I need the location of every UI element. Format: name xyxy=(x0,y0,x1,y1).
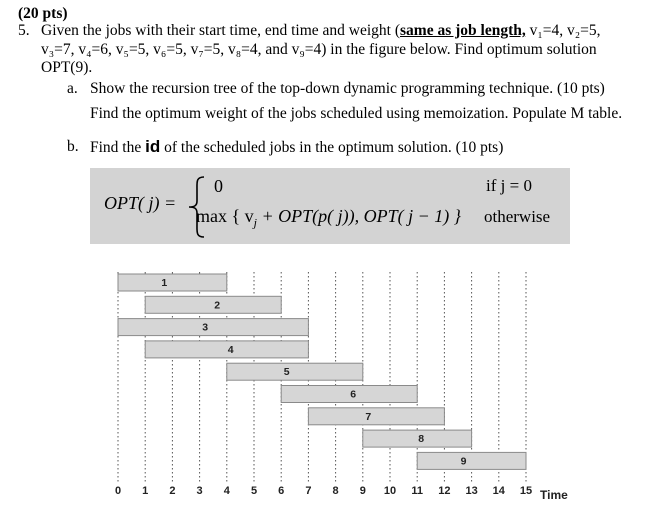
part-b-id: id xyxy=(145,137,161,156)
job-label-9: 9 xyxy=(460,455,467,468)
problem-intro: Given the jobs with their start time, end time and weight ( xyxy=(41,22,401,39)
points-header: (20 pts) xyxy=(18,5,68,22)
x-tick-label: 2 xyxy=(169,485,176,497)
x-tick-label: 15 xyxy=(519,485,533,497)
weights-line-1: v₁=4, v₂=5, xyxy=(525,22,601,39)
formula-case1-condition: if j = 0 xyxy=(486,176,532,195)
x-tick-label: 7 xyxy=(305,485,312,497)
job-bar-3 xyxy=(118,319,308,336)
job-bar-2 xyxy=(145,296,281,313)
problem-emphasis: same as job length, xyxy=(400,22,526,39)
job-bar-1 xyxy=(118,274,227,291)
job-bar-8 xyxy=(363,430,472,447)
x-tick-label: 10 xyxy=(383,485,397,497)
job-bar-4 xyxy=(145,341,308,358)
formula-case2-subscript: j xyxy=(253,215,257,230)
job-label-4: 4 xyxy=(227,343,234,356)
job-label-7: 7 xyxy=(365,410,372,423)
formula-case2-rest: + OPT(p( j)), OPT( j − 1) } xyxy=(256,206,461,226)
job-bar-5 xyxy=(227,363,363,380)
part-b-marker: b. xyxy=(67,138,79,155)
x-tick-label: 5 xyxy=(250,485,258,497)
x-tick-label: 4 xyxy=(223,485,230,497)
formula-case2-condition: otherwise xyxy=(484,207,551,226)
job-bar-6 xyxy=(281,386,417,403)
formula-case2-max: max { v xyxy=(196,206,254,226)
x-tick-label: 3 xyxy=(196,485,203,497)
x-tick-label: 6 xyxy=(278,485,285,497)
job-label-5: 5 xyxy=(283,366,290,379)
problem-number: 5. xyxy=(18,22,30,39)
job-bar-9 xyxy=(417,452,526,469)
job-bar-7 xyxy=(308,408,444,425)
formula-lhs: OPT( j) = xyxy=(104,193,177,213)
weights-line-3: OPT(9). xyxy=(41,59,93,76)
x-tick-label: 14 xyxy=(492,485,505,497)
part-a-line-1: Show the recursion tree of the top-down dynamic programming technique. (10 pts) xyxy=(90,80,605,97)
x-tick-label: 12 xyxy=(438,485,451,497)
part-b-pre: Find the xyxy=(90,139,146,156)
job-label-6: 6 xyxy=(350,388,357,401)
job-label-2: 2 xyxy=(214,299,221,312)
x-tick-label: 13 xyxy=(465,485,478,497)
part-b-post: of the scheduled jobs in the optimum solution. (10 pts) xyxy=(160,139,504,156)
part-a-marker: a. xyxy=(67,80,78,97)
x-tick-label: 11 xyxy=(411,485,424,497)
x-tick-label: 8 xyxy=(332,485,339,497)
part-a-line-2: Find the optimum weight of the jobs scheduled using memoization. Populate M table. xyxy=(90,105,623,122)
weights-line-2: v₃=7, v₄=6, v₅=5, v₆=5, v₇=5, v₈=4, and v₉=4) in the figure below. Find optimum solution xyxy=(41,41,597,58)
formula-case1-value: 0 xyxy=(214,176,223,196)
x-tick-label: 9 xyxy=(359,485,366,497)
x-tick-label: 1 xyxy=(142,485,149,497)
job-label-8: 8 xyxy=(418,433,425,446)
x-tick-label: 0 xyxy=(114,485,122,497)
job-label-3: 3 xyxy=(202,321,209,334)
x-axis-label: Time xyxy=(540,488,568,502)
job-label-1: 1 xyxy=(161,277,168,289)
